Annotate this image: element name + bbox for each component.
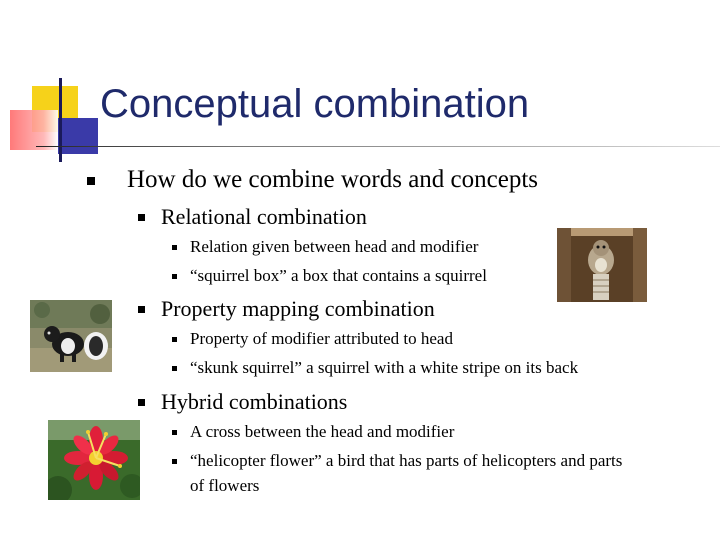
hybrid-point-2-continued: of flowers [190,476,260,495]
bullet-level3 [172,245,177,250]
bullet-level3 [172,337,177,342]
main-bullet: How do we combine words and concepts [127,166,539,193]
hybrid-point-1: A cross between the head and modifier [190,422,455,441]
bullet-level3 [172,366,177,371]
section-heading-relational: Relational combination [161,204,367,229]
bullet-level2 [138,214,145,221]
section-heading-property: Property mapping combination [161,296,435,321]
relational-point-2: “squirrel box” a box that contains a squirrel [190,266,487,285]
section-heading-hybrid: Hybrid combinations [161,389,348,414]
title-decoration-red [10,110,58,150]
title-decoration-vertical-line [59,78,62,162]
title-underline [36,146,720,147]
squirrel-box-photo [557,228,647,302]
bullet-level2 [138,399,145,406]
bullet-level2 [138,306,145,313]
bullet-level3 [172,459,177,464]
title-decoration-blue [58,118,98,154]
bullet-level1 [87,177,95,185]
bullet-level3 [172,274,177,279]
property-point-1: Property of modifier attributed to head [190,329,453,348]
property-point-2: “skunk squirrel” a squirrel with a white stripe on its back [190,358,579,377]
relational-point-1: Relation given between head and modifier [190,237,479,256]
bird-of-paradise-flower-photo [48,420,140,500]
bullet-level3 [172,430,177,435]
slide-title: Conceptual combination [100,82,530,126]
hybrid-point-2: “helicopter flower” a bird that has parts of helicopters and parts [190,451,623,470]
skunk-squirrel-photo [30,300,112,372]
